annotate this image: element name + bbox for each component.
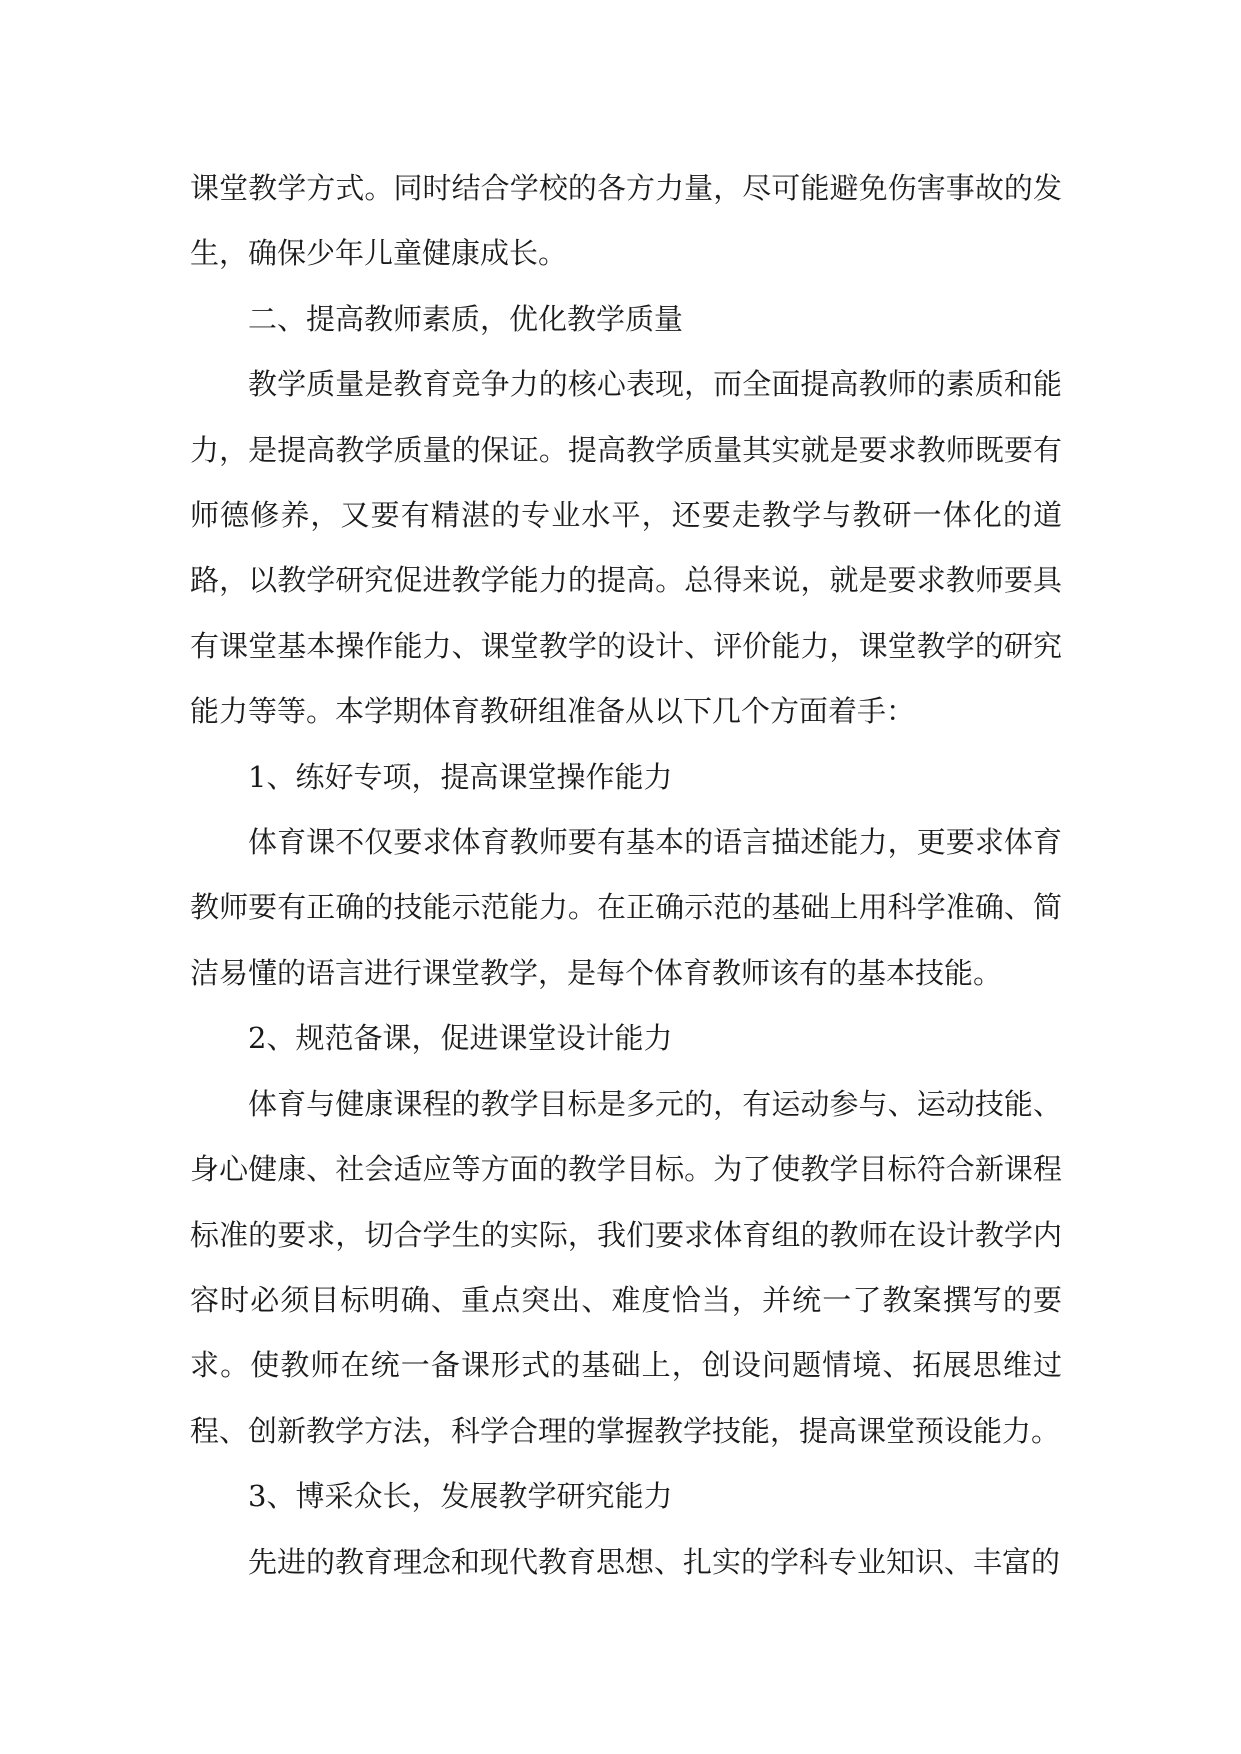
subheading-2: 2、规范备课，促进课堂设计能力 bbox=[248, 1021, 673, 1056]
paragraph: 先进的教育理念和现代教育思想、扎实的学科专业知识、丰富的 bbox=[248, 1544, 1061, 1579]
subheading-1: 1、练好专项，提高课堂操作能力 bbox=[248, 759, 673, 794]
document-body bbox=[190, 156, 1062, 1595]
paragraph: 体育与健康课程的教学目标是多元的，有运动参与、运动技能、身心健康、社会适应等方面的教学目标。为了使教学目标符合新课程标准的要求，切合学生的实际，我们要求体育组的教师在设计教学内容时必须目标明确、重点突出、难度恰当，并统一了教案撰写的要求。使教师在统一备课形式的基础上，创设问题情境、拓展思维过程、创新教学方法，科学合理的掌握教学技能，提高课堂预设能力。 bbox=[190, 1086, 1062, 1448]
paragraph-continued: 课堂教学方式。同时结合学校的各方力量，尽可能避免伤害事故的发生，确保少年儿童健康成长。 bbox=[190, 171, 1062, 271]
paragraph: 体育课不仅要求体育教师要有基本的语言描述能力，更要求体育教师要有正确的技能示范能力。在正确示范的基础上用科学准确、简洁易懂的语言进行课堂教学，是每个体育教师该有的基本技能。 bbox=[190, 825, 1062, 990]
section-heading-2: 二、提高教师素质，优化教学质量 bbox=[248, 301, 684, 336]
subheading-3: 3、博采众长，发展教学研究能力 bbox=[248, 1479, 673, 1514]
paragraph: 教学质量是教育竞争力的核心表现，而全面提高教师的素质和能力，是提高教学质量的保证。提高教学质量其实就是要求教师既要有师德修养，又要有精湛的专业水平，还要走教学与教研一体化的道路，以教学研究促进教学能力的提高。总得来说，就是要求教师要具有课堂基本操作能力、课堂教学的设计、评价能力，课堂教学的研究能力等等。本学期体育教研组准备从以下几个方面着手： bbox=[190, 367, 1062, 729]
